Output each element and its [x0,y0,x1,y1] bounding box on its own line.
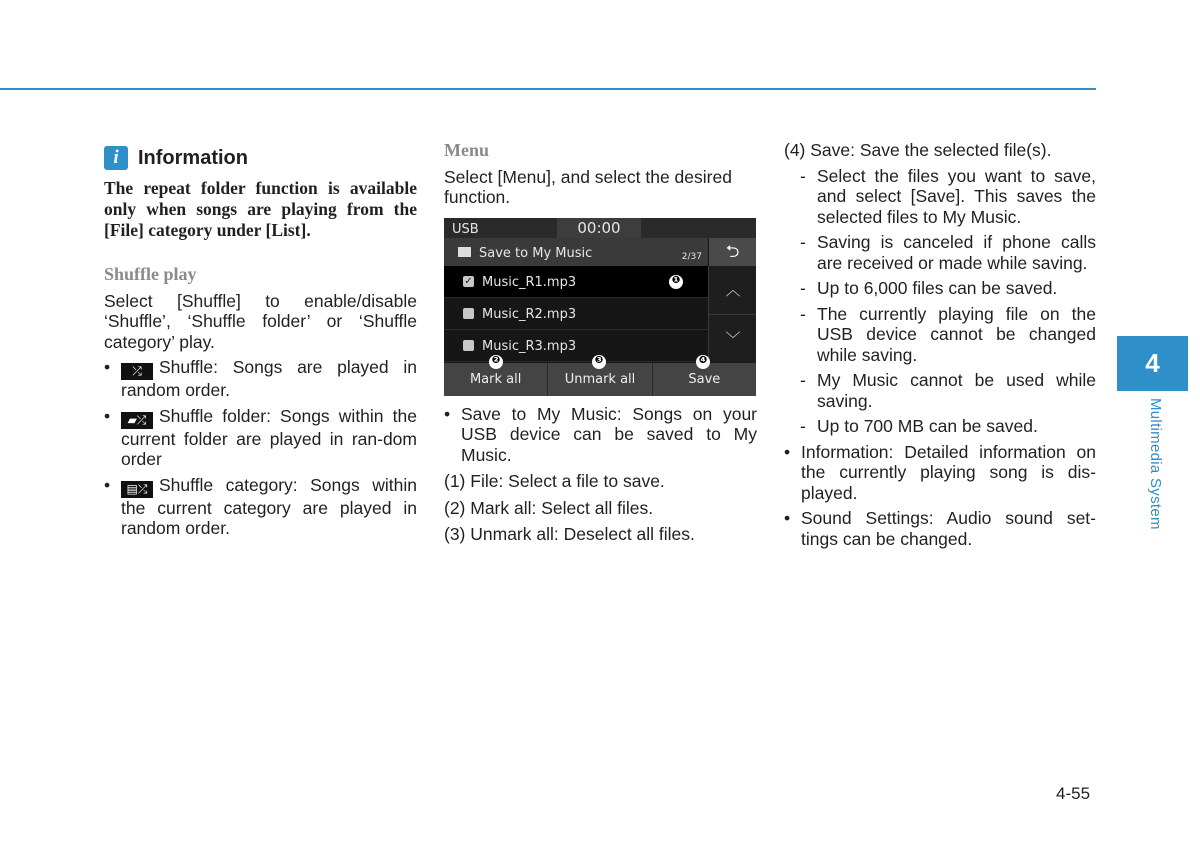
callout-2: ❷ [489,355,503,369]
dash-item: - My Music cannot be used while saving. [784,370,1096,411]
information-body: The repeat folder function is available only when songs are playing from the [File] category under [List]. [104,178,417,240]
page-number: 4-55 [1056,784,1091,803]
menu-heading: Menu [444,140,489,160]
bullet-shuffle-folder-text: Shuffle folder: Songs within the current folder are played in ran-dom order [121,405,417,469]
bullet-shuffle-category-text: Shuffle category: Songs within the current category are played in random order. [121,474,417,538]
bullet-shuffle-category [104,475,417,539]
list-item[interactable] [444,298,708,330]
file-count: 2/37 [681,251,702,262]
column-3 [784,140,1096,549]
file-name: Music_R1.mp3 [482,274,577,290]
callout-3: ❸ [592,355,606,369]
scroll-up-button[interactable] [708,266,756,315]
menu-intro: Select [Menu], and select the desired function. [444,166,732,207]
shuffle-icon: ⤮ [121,363,153,380]
head-unit-screen [444,218,756,396]
dash-item: - Select the files you want to save, and select [Save]. This saves the selected files to My Music. [784,166,1096,228]
shuffle-heading: Shuffle play [104,264,197,284]
dash-item: - Up to 700 MB can be saved. [784,416,1096,437]
folder-icon [458,247,471,257]
chevron-up-icon: ︿ [725,280,741,299]
chapter-title: Multimedia System [1147,398,1164,530]
source-label: USB [452,221,479,237]
back-button[interactable]: ⮌ [709,238,756,266]
mark-all-button[interactable]: Mark all [444,363,548,396]
bullet-save-to-my-music: • Save to My Music: Songs on your USB device can be saved to My Music. [444,404,757,466]
step-3: (3) Unmark all: Deselect all files. [444,524,695,544]
shuffle-folder-icon: ▰⤮ [121,412,153,429]
checkbox-icon[interactable] [463,340,474,351]
shuffle-category-icon: ▤⤮ [121,481,153,498]
scroll-down-button[interactable] [708,315,756,363]
chapter-number: 4 [1117,336,1188,391]
list-header [444,238,708,266]
file-name: Music_R3.mp3 [482,338,577,354]
information-title: Information [138,146,248,169]
bullet-shuffle-folder [104,406,417,470]
file-name: Music_R2.mp3 [482,306,577,322]
information-header [104,146,417,170]
step-2: (2) Mark all: Select all files. [444,497,654,518]
info-icon: i [104,146,128,170]
list-item[interactable] [444,266,708,298]
column-2 [444,140,757,545]
unmark-all-button[interactable]: Unmark all [548,363,652,396]
shuffle-intro: Select [Shuffle] to enable/disable ‘Shuffle’, ‘Shuffle folder’ or ‘Shuffle category’ play. [104,290,417,352]
dash-item: - Up to 6,000 files can be saved. [784,278,1096,299]
bullet-shuffle [104,357,417,401]
checkbox-icon[interactable] [463,308,474,319]
step-4: (4) Save: Save the selected file(s). [784,140,1052,160]
bullet-sound-settings: • Sound Settings: Audio sound set-tings can be changed. [784,508,1096,549]
list-item[interactable] [444,330,708,362]
dash-item: - The currently playing file on the USB device cannot be changed while saving. [784,304,1096,366]
status-bar [444,218,756,238]
save-button[interactable]: Save [688,371,721,387]
chevron-down-icon: ﹀ [725,329,741,348]
column-1 [104,140,417,539]
checkbox-checked-icon[interactable]: ✓ [464,275,473,287]
bullet-shuffle-text: Shuffle: Songs are played in random order. [121,357,417,400]
dash-item: - Saving is canceled if phone calls are received or made while saving. [784,232,1096,273]
list-header-label: Save to My Music [479,245,593,261]
top-rule [0,88,1096,90]
file-list [444,266,708,362]
callout-4: ❹ [696,355,710,369]
bullet-information: • Information: Detailed information on the currently playing song is dis-played. [784,442,1096,504]
clock: 00:00 [557,218,641,238]
callout-1: ❶ [669,275,683,289]
step-1: (1) File: Select a file to save. [444,471,665,491]
